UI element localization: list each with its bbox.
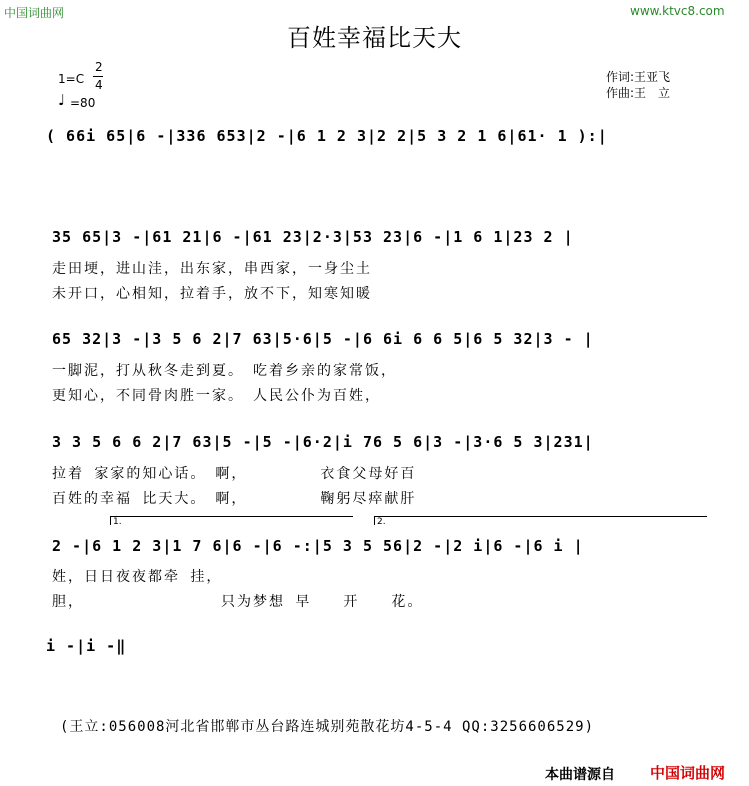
lyric-line-3-verse-1: 一脚泥，打从秋冬走到夏。 吃着乡亲的家常饭， [52,363,397,379]
tempo-value: =80 [70,96,96,110]
composer-credit: 作曲:王 立 [606,86,671,100]
lyric-line-5-verse-2: 胆， 只为梦想 早 开 花。 [52,594,424,610]
notation-line-3: 65 32|3 -|3 5 6 2|7 63|5·6|5 -|6 6i 6 6 5|6 5 32|3 - | [52,330,594,348]
notation-line-1: ( 66i 65|6 -|336 653|2 -|6 1 2 3|2 2|5 3 2 1 6|61· 1 ):| [46,127,608,145]
lyric-line-4-verse-1: 拉着 家家的知心话。 啊， 衣食父母好百 [52,466,417,482]
watermark-left: 中国词曲网 [4,6,65,20]
tempo-note-icon: ♩ [58,91,66,109]
time-signature-divider [93,76,103,77]
score-title: 百姓幸福比天大 [287,24,462,52]
watermark-right: www.ktvc8.com [630,4,725,18]
footer-site-name: 中国词曲网 [650,764,726,782]
lyricist-credit: 作词:王亚飞 [606,70,671,84]
notation-line-4: 3 3 5 6 6 2|7 63|5 -|5 -|6·2|i 76 5 6|3 -|3·6 5 3|231| [52,433,594,451]
lyric-line-4-verse-2: 百姓的幸福 比天大。 啊， 鞠躬尽瘁献肝 [52,491,417,507]
lyric-line-2-verse-1: 走田埂，进山洼，出东家，串西家，一身尘土 [52,261,372,277]
key-signature: 1=C [58,72,85,86]
lyric-line-2-verse-2: 未开口，心相知，拉着手，放不下，知寒知暖 [52,286,372,302]
notation-line-6: i -|i -‖ [46,637,127,655]
footer-source-label: 本曲谱源自 [545,767,615,783]
contact-info: (王立:056008河北省邯郸市丛台路连城别苑散花坊4-5-4 QQ:3256606529) [60,719,595,735]
notation-line-5: 2 -|6 1 2 3|1 7 6|6 -|6 -:|5 3 5 56|2 -|2 i|6 -|6 i | [52,537,584,555]
volta-second-ending: 2. [374,516,707,525]
lyric-line-3-verse-2: 更知心，不同骨肉胜一家。 人民公仆为百姓， [52,388,381,404]
lyric-line-5-verse-1: 姓，日日夜夜都牵 挂， [52,569,223,585]
time-signature-bottom: 4 [95,78,103,92]
volta-first-ending: 1. [110,516,353,525]
notation-line-2: 35 65|3 -|61 21|6 -|61 23|2·3|53 23|6 -|1 6 1|23 2 | [52,228,574,246]
time-signature-top: 2 [95,60,103,74]
